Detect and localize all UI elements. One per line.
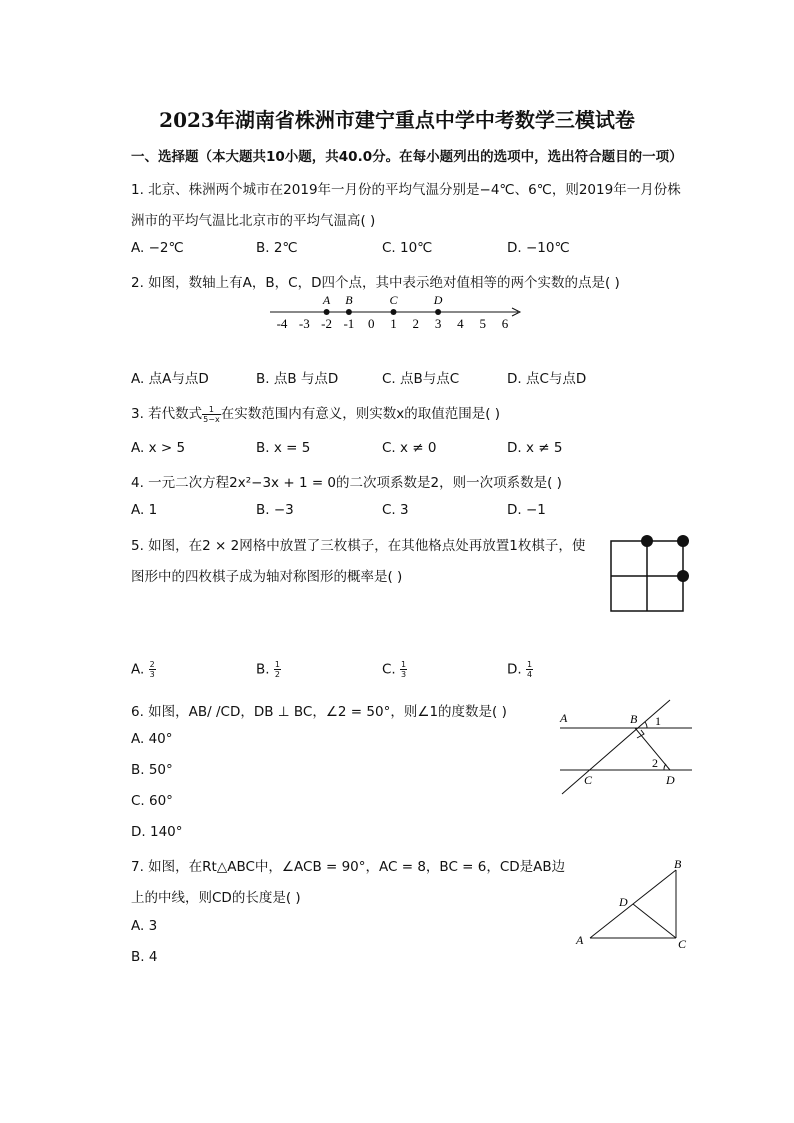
point-d (435, 309, 441, 315)
q5-option-c-fraction (400, 660, 407, 679)
label-d: D (619, 895, 628, 909)
point-label-a: A (322, 293, 331, 307)
q5-option-c-label: C. (382, 661, 396, 678)
q4-option-b: B. −3 (256, 502, 294, 518)
q7-option-b: B. 4 (131, 949, 158, 965)
q6-option-b: B. 50° (131, 762, 173, 778)
q1-option-a: A. −2℃ (131, 240, 184, 256)
q5-option-a-fraction (149, 660, 156, 679)
question-2-line-1: 2. 如图，数轴上有A，B，C，D四个点，其中表示绝对值相等的两个实数的点是( ) (131, 275, 620, 291)
q4-option-c: C. 3 (382, 502, 409, 518)
q3-option-a: A. x > 5 (131, 440, 186, 456)
q5-option-c (382, 660, 407, 679)
q3-text-pre: 3. 若代数式 (131, 406, 203, 422)
label-d: D (666, 773, 675, 787)
label-b: B (630, 712, 638, 726)
transversal-bc (562, 700, 670, 794)
q5-option-a (131, 660, 156, 679)
number-line-figure (262, 290, 532, 336)
fraction-denominator: 3 (401, 670, 407, 679)
q2-option-a: A. 点A与点D (131, 371, 209, 387)
q4-option-a: A. 1 (131, 502, 158, 518)
q5-option-d-fraction (526, 660, 533, 679)
point-label-d: D (433, 293, 443, 307)
tick-label: 3 (434, 316, 442, 331)
tick-label: 6 (501, 316, 509, 331)
q4-option-d: D. −1 (507, 502, 546, 518)
point-a (324, 309, 330, 315)
q2-option-d: D. 点C与点D (507, 371, 587, 387)
q2-option-c: C. 点B与点C (382, 371, 460, 387)
q5-option-b (256, 660, 281, 679)
angle-2-arc (664, 764, 666, 770)
q1-option-c: C. 10℃ (382, 240, 433, 256)
tick-label: 5 (479, 316, 486, 331)
q5-option-d-label: D. (507, 661, 522, 678)
q5-option-b-label: B. (256, 661, 270, 678)
fraction-numerator: 1 (274, 660, 280, 669)
q5-option-b-fraction (274, 660, 281, 679)
q1-option-b: B. 2℃ (256, 240, 298, 256)
q6-option-d: D. 140° (131, 824, 183, 840)
question-5-line-2: 图形中的四枚棋子成为轴对称图形的概率是( ) (131, 569, 403, 585)
point-c (391, 309, 397, 315)
question-6-line-1: 6. 如图，AB/ /CD，DB ⊥ BC，∠2 = 50°，则∠1的度数是( ) (131, 704, 507, 720)
q3-option-c: C. x ≠ 0 (382, 440, 437, 456)
chess-piece (677, 535, 689, 547)
question-5-line-1: 5. 如图，在2 × 2网格中放置了三枚棋子，在其他格点处再放置1枚棋子，使 (131, 538, 586, 554)
question-3-line-1 (131, 402, 500, 424)
q3-fraction (202, 405, 221, 424)
q3-option-b: B. x = 5 (256, 440, 311, 456)
question-4-line-1: 4. 一元二次方程2x²−3x + 1 = 0的二次项系数是2，则一次项系数是( ) (131, 475, 562, 491)
q2-option-b: B. 点B 与点D (256, 371, 339, 387)
tick-label: -2 (321, 316, 333, 331)
right-triangle-figure (570, 852, 696, 954)
q5-option-a-label: A. (131, 661, 145, 678)
fraction-numerator: 1 (401, 660, 407, 669)
angle-1-arc (645, 722, 647, 728)
median-cd (633, 904, 676, 938)
q3-text-post: 在实数范围内有意义，则实数x的取值范围是( ) (220, 406, 501, 422)
tick-label: 1 (390, 316, 397, 331)
question-7-line-2: 上的中线，则CD的长度是( ) (131, 890, 301, 906)
chess-grid-figure (604, 534, 694, 618)
label-b: B (674, 857, 682, 871)
q6-option-a: A. 40° (131, 731, 173, 747)
fraction-denominator: 3 (149, 670, 155, 679)
page-title: 2023年湖南省株洲市建宁重点中学中考数学三模试卷 (159, 108, 635, 132)
point-b (346, 309, 352, 315)
q7-option-a: A. 3 (131, 918, 158, 934)
question-1-line-2: 洲市的平均气温比北京市的平均气温高( ) (131, 213, 376, 229)
q1-option-d: D. −10℃ (507, 240, 570, 256)
label-a: A (576, 933, 584, 947)
tick-label: 0 (367, 316, 375, 331)
chess-piece (641, 535, 653, 547)
question-7-line-1: 7. 如图，在Rt△ABC中，∠ACB = 90°，AC = 8，BC = 6，CD是AB边 (131, 859, 566, 875)
chess-piece (677, 570, 689, 582)
label-c: C (584, 773, 593, 787)
q3-fraction-denominator: 5−x (203, 414, 220, 424)
point-label-c: C (389, 293, 398, 307)
fraction-numerator: 1 (526, 660, 533, 669)
tick-label: -3 (298, 316, 310, 331)
question-1-line-1: 1. 北京、株洲两个城市在2019年一月份的平均气温分别是−4℃、6℃，则2019年一月份株 (131, 182, 681, 198)
section-heading: 一、选择题（本大题共10小题，共40.0分。在每小题列出的选项中，选出符合题目的一项） (131, 149, 683, 165)
tick-label: -4 (276, 316, 288, 331)
tick-label: 4 (457, 316, 464, 331)
fraction-numerator: 2 (149, 660, 155, 669)
q3-fraction-numerator: 1 (202, 405, 221, 415)
fraction-denominator: 2 (274, 670, 280, 679)
label-a: A (560, 711, 568, 725)
label-c: C (678, 937, 687, 951)
tick-label: -1 (343, 316, 355, 331)
tick-label: 2 (412, 316, 420, 331)
label-angle-2: 2 (652, 756, 658, 770)
q5-option-d (507, 660, 533, 679)
label-angle-1: 1 (655, 714, 661, 728)
point-label-b: B (345, 293, 353, 307)
q6-option-c: C. 60° (131, 793, 173, 809)
fraction-denominator: 4 (526, 670, 533, 679)
q3-option-d: D. x ≠ 5 (507, 440, 563, 456)
parallel-lines-figure (556, 696, 700, 800)
